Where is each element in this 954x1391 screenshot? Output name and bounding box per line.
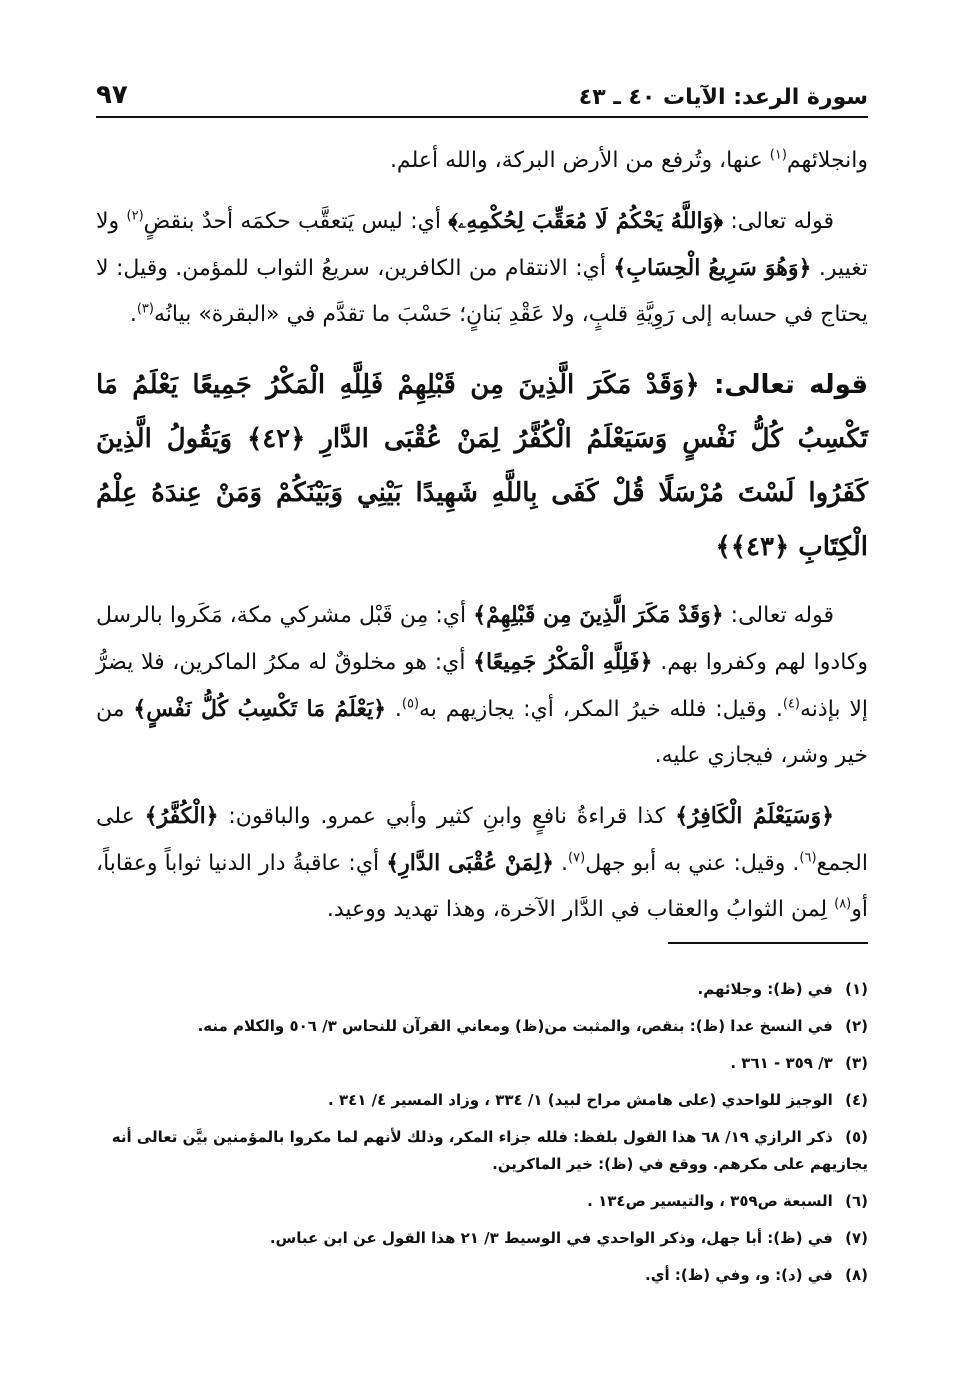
main-text (96, 138, 868, 947)
footnote (96, 1225, 868, 1252)
paragraph-text: . وقيل: عني به أبو جهل (585, 851, 800, 876)
footnotes (96, 976, 868, 1299)
footnote (96, 1124, 868, 1178)
paragraph-1 (96, 138, 868, 184)
footnote-text: في النسخ عدا (ظ): بنقص، والمثبت من(ظ) ومعاني القرآن للنحاس ٣/ ٥٠٦ والكلام منه. (197, 1017, 833, 1035)
quran-quote: ﴿الْكُفَّرُ﴾ (144, 803, 219, 829)
paragraph-text: أي: هو مخلوقٌ له مكرُ الماكرين، فلا يضرُّ إلا بإذنه (96, 650, 868, 722)
quran-quote: ﴿وَقَدْ مَكَرَ الَّذِينَ مِن قَبْلِهِمْ﴾ (473, 602, 724, 628)
paragraph-2 (96, 198, 868, 338)
footnote-ref: (٨) (834, 896, 852, 912)
footnote-text: في (ظ): أبا جهل، وذكر الواحدي في الوسيط ٣/ ٢١ هذا القول عن ابن عباس. (269, 1229, 833, 1247)
quran-quote: ﴿يَعْلَمُ مَا تَكْسِبُ كُلُّ نَفْسٍ﴾ (133, 696, 387, 722)
footnote-text: ذكر الرازي ١٩/ ٦٨ هذا القول بلفظ: فلله جزاء المكر، وذلك لأنهم لما مكروا بالمؤمنين بيَّن تعالى أنه يجازيهم على مكرهم. ووقع في (ظ): خير الماكرين. (111, 1128, 868, 1173)
paragraph-text: . وقيل: فلله خيرُ المكر، أي: يجازيهم به (419, 697, 783, 722)
paragraph-text: من خير وشر، فيجازي عليه. (96, 697, 868, 768)
running-title: سورة الرعد: الآيات ٤٠ ـ ٤٣ (578, 85, 868, 110)
paragraph-text: على الجمع (96, 804, 868, 876)
paragraph-text: لِمن الثوابُ والعقاب في الدَّار الآخرة، وهذا تهديد ووعيد. (326, 897, 835, 922)
footnote-number: (٦) (845, 1192, 868, 1210)
footnote-ref: (٧) (568, 850, 586, 866)
footnote-ref: (٣) (136, 301, 154, 317)
paragraph-text: . (129, 302, 137, 327)
footnote-divider (668, 942, 868, 944)
footnote (96, 1013, 868, 1040)
footnote (96, 1188, 868, 1215)
paragraph-text: أي: الانتقام من الكافرين، سريعُ الثواب للمؤمن. وقيل: لا يحتاج في حسابه إلى رَوِيَّةِ قلبٍ، ولا عَقْدِ بَنانٍ؛ حَسْبَ ما تقدَّم في «البقرة» بيانُه (96, 256, 868, 327)
footnote-ref: (٦) (799, 850, 817, 866)
paragraph-text: كذا قراءةُ نافعٍ وابنِ كثير وأبي عمرو. والباقون: (218, 804, 676, 829)
paragraph-text: . (553, 851, 569, 876)
paragraph-text: وانجلائهم (786, 148, 868, 173)
footnote-ref: (٥) (401, 696, 420, 712)
footnote-ref: (١) (769, 147, 787, 163)
commentary-lead: قوله تعالى: (723, 603, 834, 628)
footnote-text: في (د): و، وفي (ظ): أي. (645, 1266, 833, 1284)
footnote-ref: (٤) (782, 696, 800, 712)
footnote (96, 1262, 868, 1289)
footnote-text: السبعة ص٣٥٩ ، والتيسير ص١٣٤ . (587, 1192, 833, 1210)
paragraph-text: أي: مِن قَبْل مشركي مكة، مَكَروا بالرسل وكادوا لهم وكفروا بهم. (96, 603, 869, 675)
paragraph-text: أي: عاقبةُ دار الدنيا ثواباً وعقاباً، أو (96, 851, 868, 922)
footnote-number: (٤) (845, 1091, 868, 1109)
paragraph-text: عنها، وتُرفع من الأرض البركة، والله أعلم. (389, 148, 770, 173)
footnote-number: (٧) (845, 1229, 868, 1247)
paragraph-text: أي: ليس يَتعقَّب حكمَه أحدٌ بنقضٍ (143, 209, 449, 234)
footnote (96, 1087, 868, 1114)
verse-lead: قوله تعالى: (699, 370, 868, 400)
page-header (96, 62, 868, 118)
footnote-text: ٣/ ٣٥٩ - ٣٦١ . (730, 1054, 833, 1072)
paragraph-text: ولا تغيير. (96, 209, 868, 281)
footnote-number: (٨) (845, 1266, 868, 1284)
page-number: ٩٧ (96, 80, 128, 110)
footnote-number: (١) (845, 980, 868, 998)
footnote (96, 976, 868, 1003)
footnote-number: (٢) (845, 1017, 868, 1035)
footnote-number: (٥) (845, 1128, 868, 1146)
footnote-number: (٣) (845, 1054, 868, 1072)
footnote-ref: (٢) (126, 208, 144, 224)
paragraph-text: . (386, 697, 402, 722)
paragraph-3 (96, 592, 868, 779)
quran-quote: ﴿لِمَنْ عُقْبَى الدَّارِ﴾ (386, 850, 554, 876)
verse-block (96, 358, 868, 574)
quran-quote: ﴿فَلِلَّهِ الْمَكْرُ جَمِيعًا﴾ (473, 649, 653, 675)
quran-quote: ﴿وَاللَّهُ يَحْكُمُ لَا مُعَقِّبَ لِحُكْمِهِۦ﴾ (448, 208, 724, 234)
quran-verses: ﴿وَقَدْ مَكَرَ الَّذِينَ مِن قَبْلِهِمْ فَلِلَّهِ الْمَكْرُ جَمِيعًا يَعْلَمُ مَا تَكْسِبُ كُلُّ نَفْسٍ وَسَيَعْلَمُ الْكُفَّرُ لِمَنْ عُقْبَى الدَّارِ ﴿٤٢﴾ وَيَقُولُ الَّذِينَ كَفَرُوا لَسْتَ مُرْسَلًا قُلْ كَفَى بِاللَّهِ شَهِيدًا بَيْنِي وَبَيْنَكُمْ وَمَنْ عِندَهُ عِلْمُ الْكِتَابِ ﴿٤٣﴾﴾ (96, 370, 868, 562)
footnote-text: الوجيز للواحدي (على هامش مراح لبيد) ١/ ٣٣٤ ، وزاد المسير ٤/ ٣٤١ . (328, 1091, 833, 1109)
quran-quote: ﴿وَسَيَعْلَمُ الْكَافِرُ﴾ (675, 803, 834, 829)
footnote (96, 1050, 868, 1077)
footnote-text: في (ظ): وجلائهم. (697, 980, 833, 998)
commentary-lead: قوله تعالى: (723, 209, 834, 234)
paragraph-4 (96, 793, 868, 933)
quran-quote: ﴿وَهُوَ سَرِيعُ الْحِسَابِ﴾ (613, 255, 812, 281)
